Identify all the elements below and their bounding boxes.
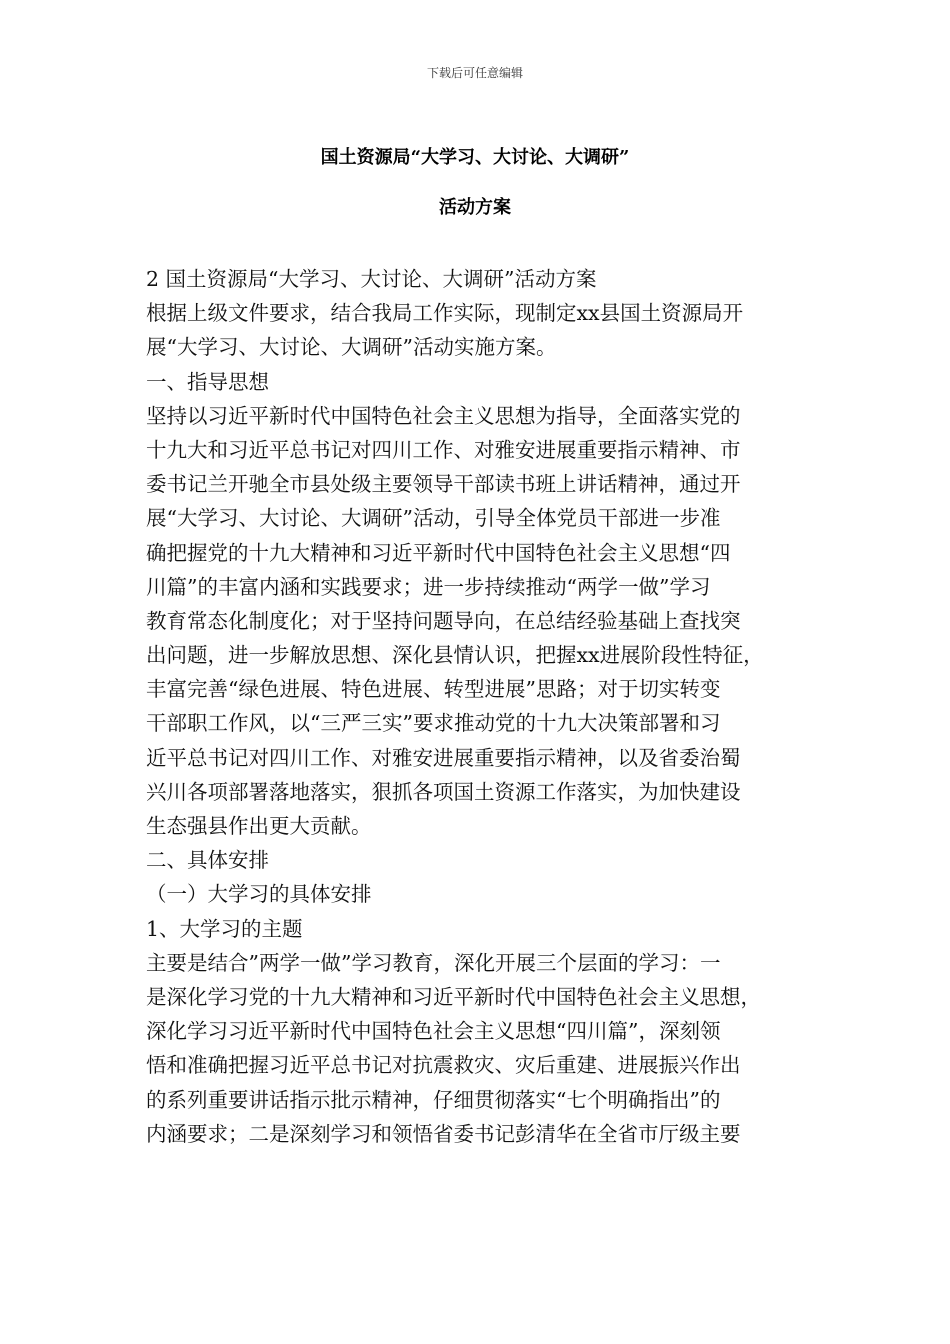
body-line: 干部职工作风，以“三严三实”要求推动党的十九大决策部署和习 <box>146 711 721 736</box>
body-line: 主要是结合”两学一做”学习教育，深化开展三个层面的学习：一 <box>146 950 721 975</box>
body-line: 展“大学习、大讨论、大调研”活动，引导全体党员干部进一步准 <box>146 506 721 531</box>
section-heading: 一、指导思想 <box>146 369 269 394</box>
body-line: 委书记兰开驰全市县处级主要领导干部读书班上讲话精神，通过开 <box>146 472 741 497</box>
document-title-line-2: 活动方案 <box>439 197 511 218</box>
document-title-line-1: 国土资源局“大学习、大讨论、大调研” <box>320 147 630 168</box>
body-line: 深化学习习近平新时代中国特色社会主义思想“四川篇”，深刻领 <box>146 1019 721 1044</box>
body-line: 生态强县作出更大贡献。 <box>146 814 372 838</box>
subsection-heading: （一）大学习的具体安排 <box>146 882 372 907</box>
body-line: 内涵要求；二是深刻学习和领悟省委书记彭清华在全省市厅级主要 <box>146 1121 741 1146</box>
body-line: 十九大和习近平总书记对四川工作、对雅安进展重要指示精神、市 <box>146 437 741 462</box>
body-line: 2 国土资源局“大学习、大讨论、大调研”活动方案 <box>146 267 597 291</box>
body-line: 坚持以习近平新时代中国特色社会主义思想为指导，全面落实党的 <box>146 403 741 428</box>
body-line: 丰富完善“绿色进展、特色进展、转型进展”思路；对于切实转变 <box>146 677 721 702</box>
body-line: 展“大学习、大讨论、大调研”活动实施方案。 <box>146 335 557 360</box>
body-line: 教育常态化制度化；对于坚持问题导向，在总结经验基础上查找突 <box>146 608 741 633</box>
body-line: 近平总书记对四川工作、对雅安进展重要指示精神，以及省委治蜀 <box>146 745 741 770</box>
body-line: 是深化学习党的十九大精神和习近平新时代中国特色社会主义思想， <box>146 984 761 1009</box>
subsection-heading: 1、大学习的主题 <box>146 916 303 941</box>
section-heading: 二、具体安排 <box>146 848 269 873</box>
body-line: 悟和准确把握习近平总书记对抗震救灾、灾后重建、进展振兴作出 <box>146 1053 741 1078</box>
header-note: 下载后可任意编辑 <box>426 66 523 80</box>
body-line: 出问题，进一步解放思想、深化县情认识，把握xx进展阶段性特征， <box>146 643 764 668</box>
body-line: 川篇”的丰富内涵和实践要求；进一步持续推动“两学一做”学习 <box>146 574 711 599</box>
body-line: 根据上级文件要求，结合我局工作实际，现制定xx县国土资源局开 <box>146 301 744 326</box>
document-body <box>146 262 816 1151</box>
body-line: 的系列重要讲话指示批示精神，仔细贯彻落实“七个明确指出”的 <box>146 1087 721 1112</box>
body-line: 确把握党的十九大精神和习近平新时代中国特色社会主义思想“四 <box>146 540 731 565</box>
body-line: 兴川各项部署落地落实，狠抓各项国土资源工作落实，为加快建设 <box>146 779 741 804</box>
